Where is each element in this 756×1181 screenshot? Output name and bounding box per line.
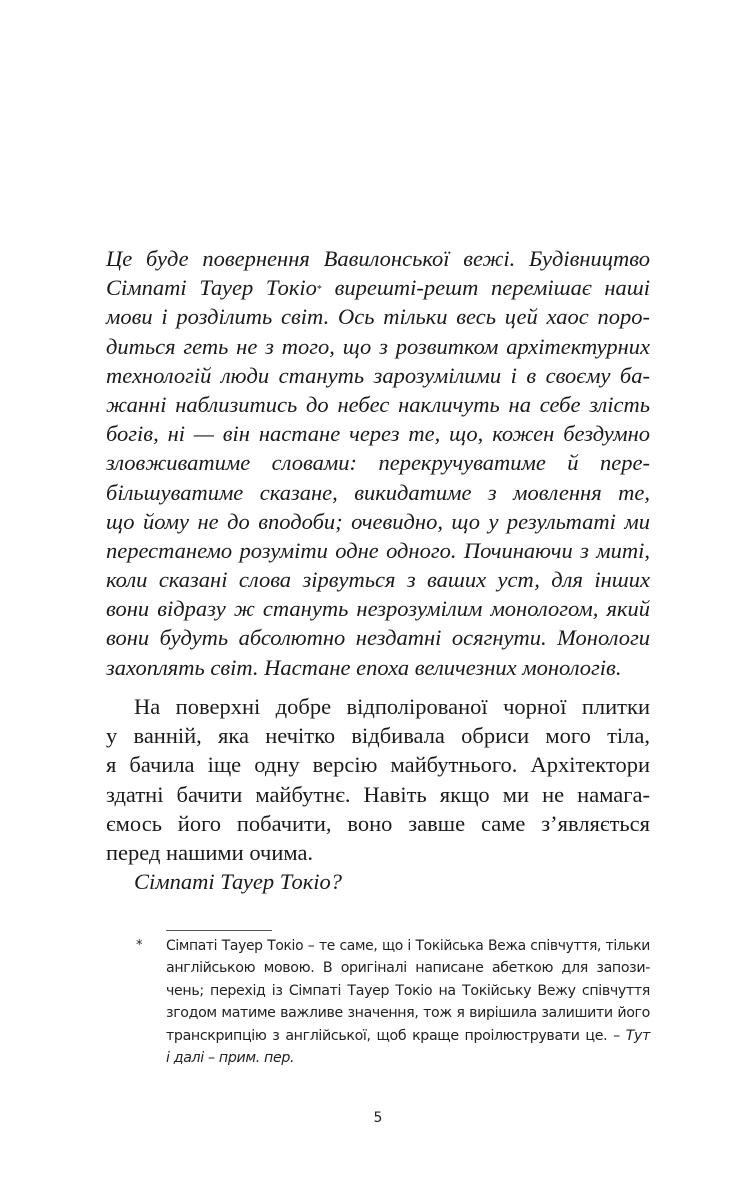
footnote-line: Сімпаті Тауер Токіо – те саме, що і Токійська Вежа співчуття, тільки: [166, 938, 650, 954]
footnote: [136, 935, 650, 1069]
text-line: [106, 273, 650, 302]
text-line: захоплять світ. Настане епоха величезних монологів.: [106, 654, 622, 680]
footnote-line: [166, 1047, 650, 1069]
closing-question: Сімпаті Тауер Токіо?: [134, 869, 342, 895]
footnote-line: згодом матиме важливе значення, тож я вирішила залишити його: [166, 1005, 650, 1022]
text-line: здатні бачити майбутнє. Навіть якщо ми не намага-: [106, 781, 650, 807]
text-line: богів, ні — він настане через те, що, кожен бездумно: [106, 421, 650, 447]
text-line: зловживатиме словами: перекручуватиме й пере-: [106, 450, 650, 476]
footnote-marker: *: [136, 938, 143, 953]
footnote-reference[interactable]: *: [316, 284, 322, 296]
text-line: вони будуть абсолютно нездатні осягнути. Монологи: [106, 625, 650, 651]
text-line: перед нашими очима.: [106, 839, 314, 865]
text-line: у ванній, яка нечітко відбивала обриси мого тіла,: [106, 723, 650, 749]
footnote-divider: [166, 930, 272, 931]
footnote-line: [166, 1025, 650, 1047]
text-line: ємось його побачити, воно завше саме з’являється: [106, 810, 650, 836]
text-fragment: Сімпаті Тауер Токіо: [106, 275, 317, 301]
text-line: перестанемо розуміти одне одного. Починаючи з миті,: [106, 537, 650, 563]
translator-note-italic: Тут: [625, 1027, 650, 1044]
body-paragraph: [106, 692, 650, 896]
page-number: 5: [373, 1110, 383, 1126]
italic-epigraph-paragraph: [106, 244, 650, 682]
text-line: мови і розділить світ. Ось тільки весь цей хаос поро-: [106, 304, 650, 330]
translator-note-italic: і далі – прим. пер.: [166, 1049, 295, 1066]
footnote-line: чень; перехід із Сімпаті Тауер Токіо на Токійську Вежу співчуття: [166, 982, 650, 999]
text-fragment: транскрипцію з англійської, щоб краще проілюструвати це. –: [166, 1027, 620, 1044]
text-line: жанні наблизитись до небес накличуть на себе злість: [106, 391, 650, 417]
footnote-line: англійською мовою. В оригіналі написане абеткою для запози-: [166, 960, 650, 977]
text-line: На поверхні добре відполірованої чорної плитки: [134, 694, 650, 719]
text-fragment: вирешті-решт перемішає наші: [334, 275, 650, 301]
footnote-body: [166, 935, 650, 1069]
text-line: вони відразу ж стануть незрозумілим монологом, який: [106, 596, 650, 622]
text-line: більшуватиме сказане, викидатиме з мовлення те,: [106, 479, 650, 505]
text-line: Це буде повернення Вавилонської вежі. Будівництво: [106, 246, 650, 271]
text-line: коли сказані слова зірвуться з ваших уст, для інших: [106, 567, 650, 593]
text-line: що йому не до вподоби; очевидно, що у результаті ми: [106, 508, 650, 534]
text-line: диться геть не з того, що з розвитком архітектурних: [106, 333, 650, 359]
text-line: технологій люди стануть зарозумілими і в своєму ба-: [106, 362, 650, 388]
text-line: я бачила іще одну версію майбутнього. Архітектори: [106, 752, 650, 778]
